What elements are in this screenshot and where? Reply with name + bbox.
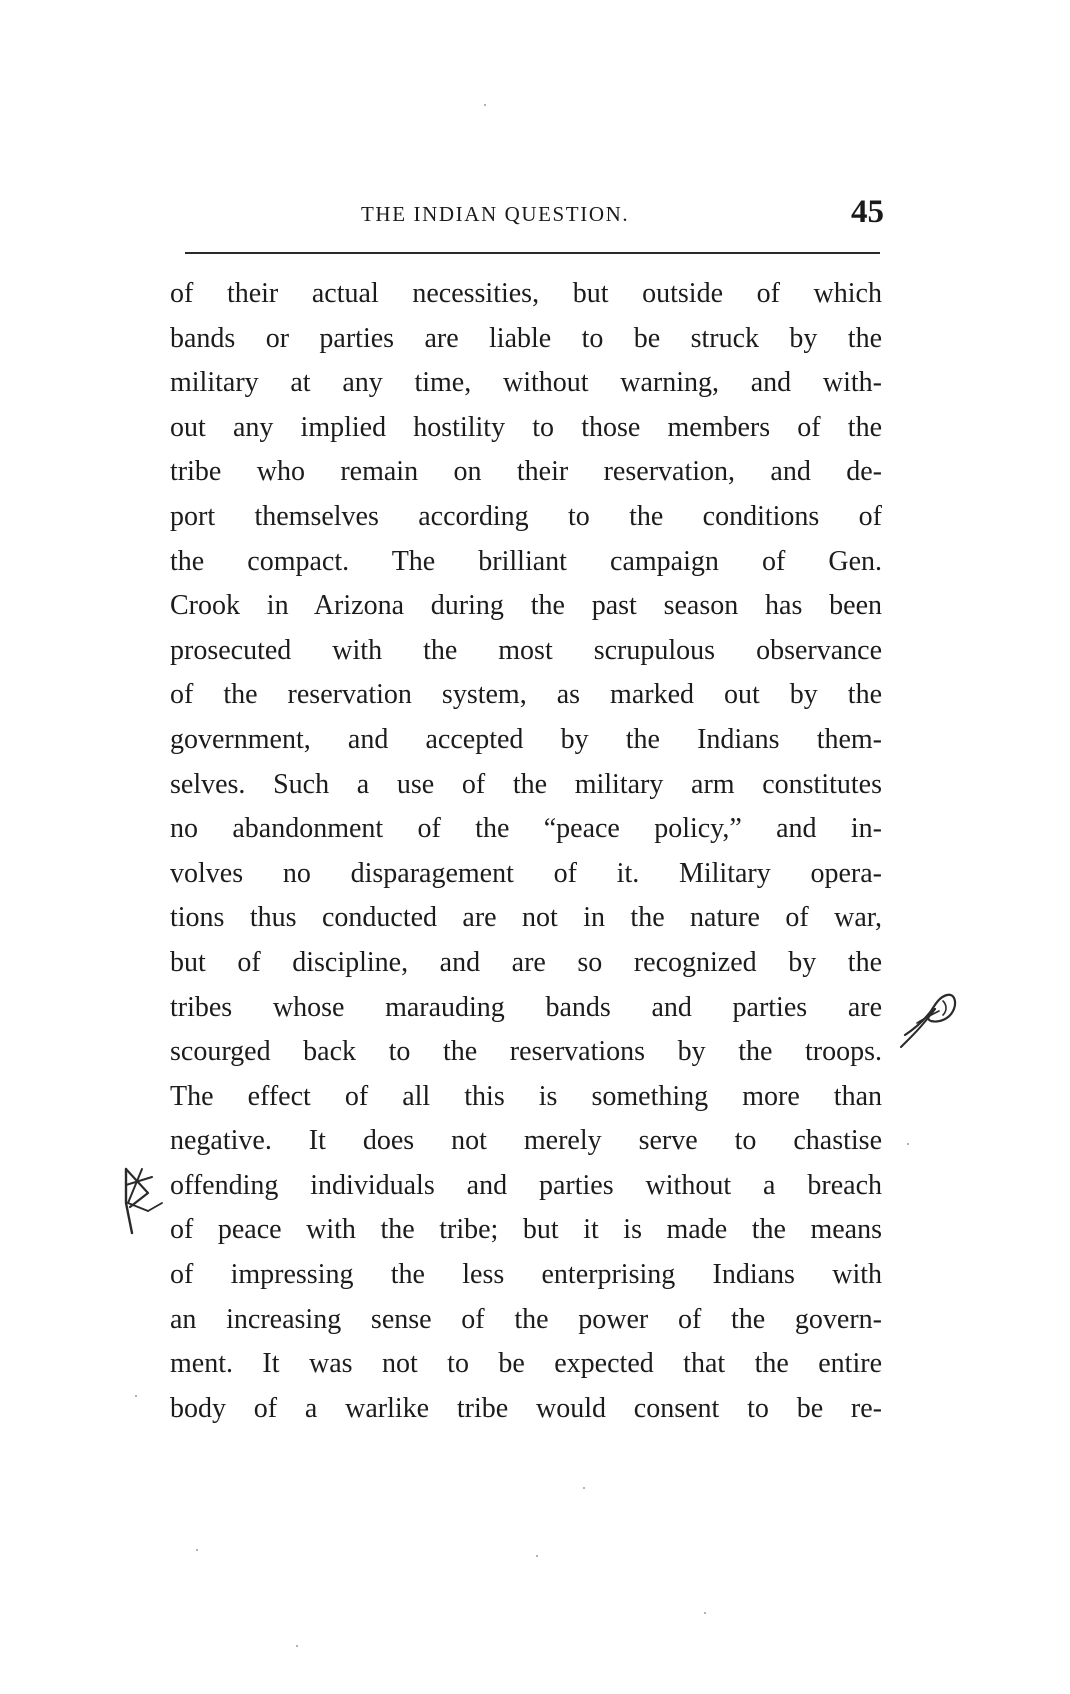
text-line: of the reservation system, as marked out by the [170,679,882,711]
text-line: negative. It does not merely serve to chastise [170,1125,882,1157]
text-line: of their actual necessities, but outside of which [170,278,882,309]
text-line: out any implied hostility to those members of the [170,411,882,443]
running-head [164,194,886,234]
page-number: 45 [851,194,884,230]
page-speck [704,1612,706,1614]
text-line: but of discipline, and are so recognized by the [170,946,882,978]
text-line: of impressing the less enterprising Indians with [170,1259,882,1291]
text-line: of peace with the tribe; but it is made the means [170,1214,882,1246]
running-title: THE INDIAN QUESTION. [361,202,630,226]
text-line: scourged back to the reservations by the troops. [170,1036,882,1068]
text-line: selves. Such a use of the military arm constitutes [170,768,882,800]
page-speck [196,1549,198,1551]
page-speck [296,1645,298,1647]
text-line: body of a warlike tribe would consent to be re- [170,1392,882,1424]
text-line: offending individuals and parties without a breach [170,1169,882,1201]
margin-scribble-icon [895,975,965,1055]
text-line: ment. It was not to be expected that the entire [170,1348,882,1380]
text-line: prosecuted with the most scrupulous observance [170,634,882,666]
page-speck [583,1487,585,1489]
body-text [170,272,882,1431]
text-line: the compact. The brilliant campaign of Gen. [170,545,882,577]
text-line: tions thus conducted are not in the nature of war, [170,902,882,934]
page-speck [484,104,486,106]
text-line: bands or parties are liable to be struck by the [170,322,882,354]
text-line: tribes whose marauding bands and parties are [170,991,882,1023]
margin-pointer-icon [118,1163,178,1243]
page-speck [536,1555,538,1557]
text-line: port themselves according to the conditions of [170,500,882,532]
text-line: government, and accepted by the Indians them- [170,723,882,755]
text-line: Crook in Arizona during the past season has been [170,590,882,622]
text-line: tribe who remain on their reservation, and de- [170,456,882,488]
text-line: no abandonment of the “peace policy,” and in- [170,813,882,845]
text-line: volves no disparagement of it. Military opera- [170,857,882,889]
header-rule [185,252,880,254]
text-line: military at any time, without warning, and with- [170,367,882,399]
page-speck [135,1395,137,1397]
text-line: an increasing sense of the power of the govern- [170,1303,882,1335]
page-speck [907,1143,909,1145]
text-line: The effect of all this is something more than [170,1080,882,1112]
